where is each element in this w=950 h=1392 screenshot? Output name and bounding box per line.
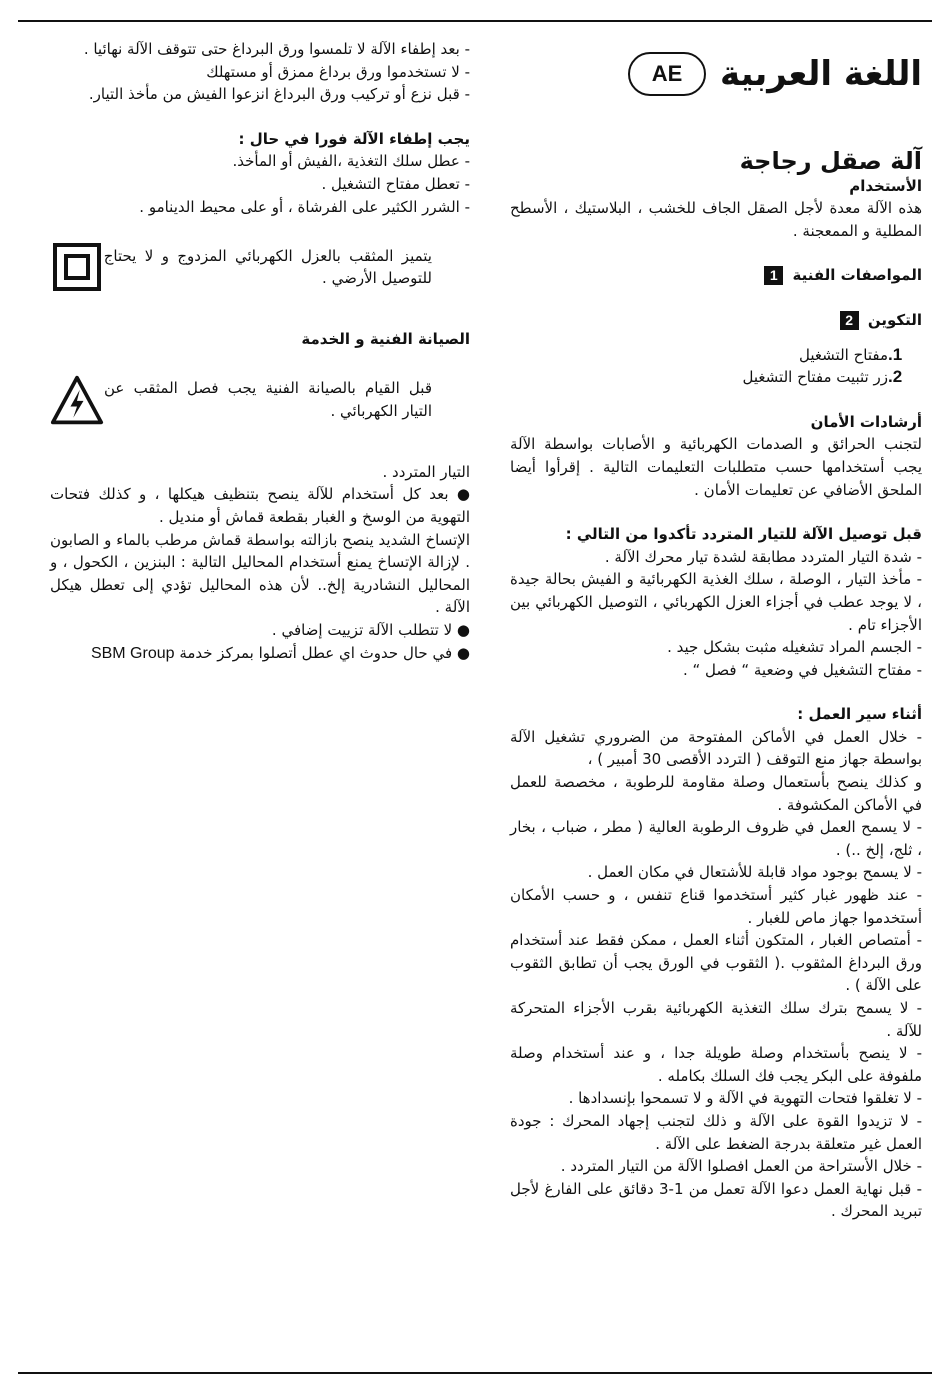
- during-work-item-10: - لا تزيدوا القوة على الآلة و ذلك لتجنب إجهاد المحرك : جودة العمل غير متعلقة بدرجة الضغط على الآلة .: [510, 1111, 922, 1153]
- before-connect-item-2: - مأخذ التيار ، الوصلة ، سلك الغذية الكهربائية و الفيش بحالة جيدة ، لا يوجد عطب في أجزاء العزل الكهربائي ، التوصيل الكهربائي بين الأجزاء تام .: [510, 570, 922, 634]
- bottom-rule: [18, 1372, 932, 1374]
- before-connect-item-1: - شدة التيار المتردد مطابقة لشدة تيار محرك الآلة .: [604, 547, 922, 566]
- switch-off-heading: يجب إطفاء الآلة فورا في حال :: [238, 129, 470, 148]
- left-column: [50, 38, 470, 665]
- right-column: [510, 38, 922, 1223]
- composition-heading: [510, 309, 922, 332]
- composition-item-2-number: 2.: [888, 367, 903, 387]
- top-rule: [18, 20, 932, 22]
- during-work-item-3: - لا يسمح العمل في ظروف الرطوبة العالية ( مطر ، ضباب ، بخار ، ثلج، إلخ ..) .: [510, 818, 922, 859]
- maintenance-bullet-3: [50, 642, 470, 666]
- during-work-item-4: - لا يسمح بوجود مواد قابلة للأشتعال في مكان العمل .: [587, 863, 922, 882]
- usage-heading: الأستخدام: [849, 176, 922, 195]
- left-top-item-2: - لا تستخدموا ورق برداغ ممزق أو مستهلك: [206, 62, 470, 81]
- maintenance-bullet-2: ● لا تتطلب الآلة تزييت إضافي .: [271, 620, 470, 639]
- before-connect-item-3: - الجسم المراد تشغيله مثبت بشكل جيد .: [667, 638, 922, 657]
- language-badge: AE: [628, 52, 706, 96]
- specs-heading: [510, 264, 922, 287]
- usage-text: هذه الآلة معدة لأجل الصقل الجاف للخشب ، البلاستيك ، الأسطح المطلية و الممعجنة .: [510, 199, 922, 240]
- left-top-item-3: - قبل نزع أو تركيب ورق البرداغ انزعوا الفيش من مأخذ التيار.: [88, 85, 470, 104]
- maintenance-warning-text: قبل القيام بالصيانة الفنية يجب فصل المثقب عن التيار الكهربائي .: [104, 379, 432, 420]
- maintenance-bullet-3-text: ● في حال حدوث اي عطل أتصلوا بمركز خدمة: [179, 643, 470, 662]
- during-work-item-12: - قبل نهاية العمل دعوا الآلة تعمل من 1-3 دقائق على الفارغ لأجل تبريد المحرك .: [510, 1179, 922, 1221]
- maintenance-heading: الصيانة الفنية و الخدمة: [301, 330, 470, 349]
- before-connect-heading: قبل توصيل الآلة للتيار المتردد تأكدوا من التالي :: [565, 525, 922, 544]
- electric-hazard-icon: [50, 373, 104, 427]
- during-work-item-2: و كذلك ينصح بأستعمال وصلة مقاومة للرطوبة ، مخصصة للعمل في الأماكن المكشوفة .: [510, 773, 922, 814]
- maintenance-current: التيار المتردد .: [382, 462, 470, 481]
- during-work-item-6: - أمتصاص الغبار ، المتكون أثناء العمل ، ممكن فقط عند أستخدام ورق البرداغ المثقوب .( الثقوب في الورق يجب أن تطابق الثقوب على الآلة ) .: [510, 931, 922, 995]
- composition-heading-label: التكوين: [867, 310, 922, 329]
- composition-item-1: [510, 344, 922, 367]
- before-connect-item-4: - مفتاح التشغيل في وضعية “ فصل “ .: [682, 660, 922, 679]
- double-insulation-note: [50, 240, 470, 294]
- switch-off-item-3: - الشرر الكثير على الفرشاة ، أو على محيط الدينامو .: [139, 197, 470, 216]
- during-work-item-9: - لا تغلقوا فتحات التهوية في الآلة و لا تسمحوا بإنسدادها .: [568, 1089, 922, 1108]
- switch-off-item-2: - تعطل مفتاح التشغيل .: [321, 174, 470, 193]
- during-work-item-1: - خلال العمل في الأماكن المفتوحة من الضروري تشغيل الآلة بواسطة جهاز منع التوقف ( التردد الأقصى 30 أمبير ) ،: [510, 727, 922, 769]
- left-top-item-1: - بعد إطفاء الآلة لا تلمسوا ورق البرداغ حتى تتوقف الآلة نهائيا .: [83, 40, 470, 58]
- double-insulation-icon: [50, 240, 104, 294]
- switch-off-item-1: - عطل سلك التغذية ،الفيش أو المأخذ.: [232, 152, 470, 171]
- safety-text: لتجنب الحرائق و الصدمات الكهربائية و الأصابات بواسطة الآلة يجب أستخدامها حسب متطلبات التعليمات التالية . إقرأوا أيضا الملحق الأضافي عن تعليمات الأمان .: [510, 435, 922, 499]
- during-work-heading: أثناء سير العمل :: [797, 705, 922, 724]
- double-insulation-text: يتميز المثقب بالعزل الكهربائي المزدوج و لا يحتاج للتوصيل الأرضي .: [103, 246, 432, 288]
- maintenance-paragraph: الإتساخ الشديد ينصح بازالته بواسطة قماش مرطب بالماء و الصابون . لإزالة الإتساخ يمنع أستخدام المحاليل التالية : البنزين ، الكحول ، و المحاليل النشادرية إلخ.. لأن هذه المحاليل تؤدي إلى تعطل هيكل الآلة .: [50, 530, 470, 617]
- service-brand: SBM Group: [90, 644, 175, 662]
- during-work-item-7: - لا يسمح بترك سلك التغذية الكهربائية بقرب الأجزاء المتحركة للآلة .: [510, 999, 922, 1040]
- composition-number-badge: 2: [840, 311, 859, 330]
- maintenance-warning: [50, 373, 470, 427]
- maintenance-bullet-1: ● بعد كل أستخدام للآلة ينصح بتنظيف هيكلها ، و كذلك فتحات التهوية من الوسخ و الغبار بقطعة قماش أو منديل .: [50, 485, 470, 526]
- safety-heading: أرشادات الأمان: [810, 412, 922, 431]
- during-work-item-5: - عند ظهور غبار كثير أستخدموا قناع تنفس ، و حسب الأمكان أستخدموا جهاز ماص للغبار .: [510, 886, 922, 927]
- language-title: اللغة العربية: [720, 53, 922, 94]
- during-work-item-8: - لا ينصح بأستخدام وصلة طويلة جدا ، و عند أستخدام وصلة ملفوفة على البكر يجب فك السلك بكامله .: [510, 1044, 922, 1085]
- composition-item-1-text: مفتاح التشغيل: [799, 345, 888, 364]
- language-header: [510, 38, 922, 110]
- specs-heading-label: المواصفات الفنية: [792, 266, 922, 285]
- during-work-item-11: - خلال الأستراحة من العمل افصلوا الآلة من التيار المتردد .: [560, 1157, 922, 1176]
- specs-number-badge: 1: [764, 266, 783, 285]
- composition-item-1-number: 1.: [888, 344, 903, 364]
- product-title: آلة صقل رجاجة: [739, 147, 922, 175]
- composition-item-2-text: زر تثبيت مفتاح التشغيل: [742, 368, 888, 387]
- composition-item-2: [510, 366, 922, 389]
